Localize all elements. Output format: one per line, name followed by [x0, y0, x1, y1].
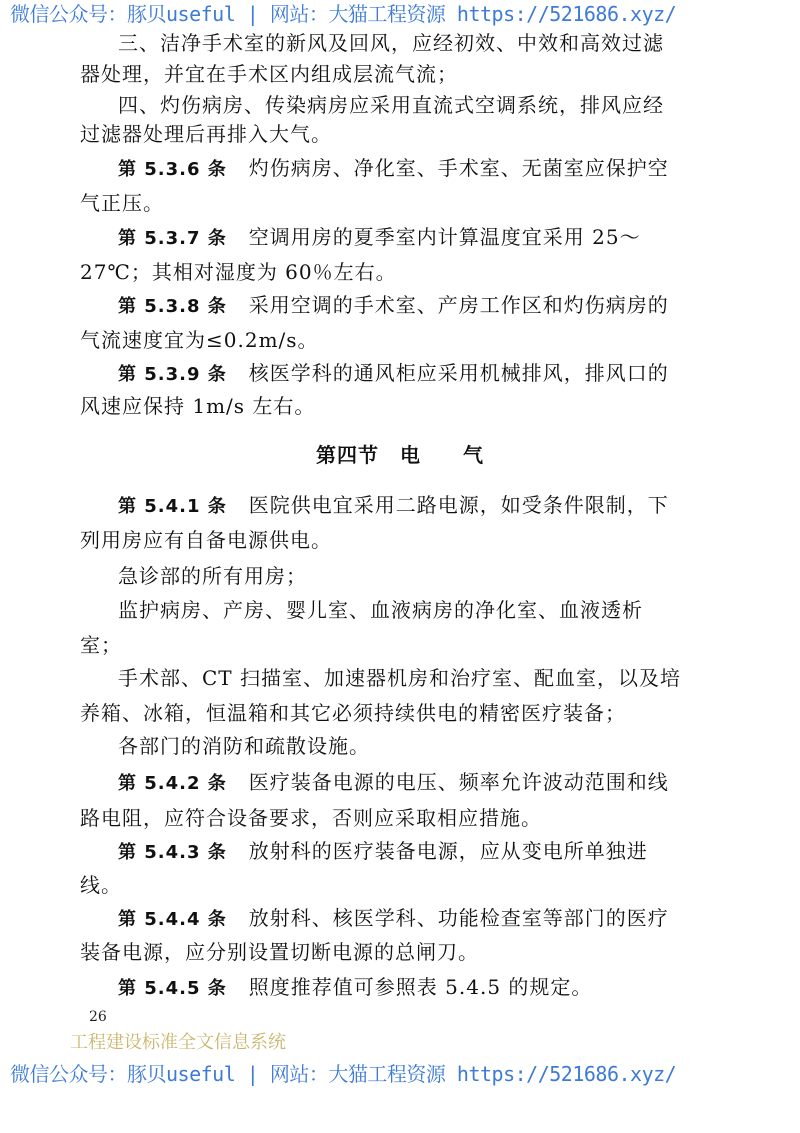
line-text: 三、洁净手术室的新风及回风，应经初效、中效和高效过滤	[118, 31, 664, 55]
line-text: 灼伤病房、净化室、手术室、无菌室应保护空	[248, 156, 669, 180]
line-text: 装备电源，应分别设置切断电源的总闸刀。	[80, 940, 479, 964]
text-line	[80, 393, 315, 419]
watermark-bottom: 微信公众号：豚贝useful | 网站：大猫工程资源 https://521686.xyz/	[10, 1062, 677, 1086]
line-text: 医疗装备电源的电压、频率允许波动范围和线	[248, 770, 669, 794]
line-text: 列用房应有自备电源供电。	[80, 528, 332, 552]
line-text: 手术部、CT 扫描室、加速器机房和治疗室、配血室，以及培	[118, 666, 681, 690]
line-text: 养箱、冰箱，恒温箱和其它必须持续供电的精密医疗装备；	[80, 701, 626, 725]
line-text: 医院供电宜采用二路电源，如受条件限制，下	[248, 493, 669, 517]
article-line	[118, 292, 669, 320]
line-text: 室；	[80, 633, 122, 657]
line-text: 气正压。	[80, 191, 164, 215]
article-line	[118, 769, 669, 797]
line-text: 各部门的消防和疏散设施。	[118, 734, 370, 758]
text-line	[80, 61, 458, 87]
article-line	[118, 838, 648, 866]
article-line	[118, 360, 669, 388]
footer-faint-text: 工程建设标准全文信息系统	[70, 1032, 286, 1053]
article-number: 第 5.4.4 条	[118, 909, 227, 930]
text-line	[118, 665, 681, 691]
text-line	[118, 733, 370, 759]
line-text: 照度推荐值可参照表 5.4.5 的规定。	[248, 975, 593, 999]
line-text: 核医学科的通风柜应采用机械排风，排风口的	[248, 361, 669, 385]
line-text: 四、灼伤病房、传染病房应采用直流式空调系统，排风应经	[118, 93, 664, 117]
text-line	[80, 872, 122, 898]
text-line	[118, 597, 643, 623]
line-text: 线。	[80, 873, 122, 897]
article-line	[118, 224, 641, 252]
line-text: 路电阻，应符合设备要求，否则应采取相应措施。	[80, 806, 542, 830]
article-number: 第 5.4.2 条	[118, 773, 227, 794]
article-number: 第 5.3.8 条	[118, 296, 227, 317]
article-number: 第 5.4.3 条	[118, 842, 227, 863]
text-line	[80, 190, 164, 216]
text-line	[80, 632, 122, 658]
text-line	[118, 30, 664, 56]
line-text: 空调用房的夏季室内计算温度宜采用 25～	[248, 225, 641, 249]
article-line	[118, 492, 669, 520]
article-number: 第 5.3.6 条	[118, 159, 227, 180]
text-line	[80, 121, 332, 147]
line-text: 气流速度宜为≤0.2m/s。	[80, 328, 319, 352]
line-text: 急诊部的所有用房；	[118, 564, 307, 588]
article-number: 第 5.3.9 条	[118, 364, 227, 385]
line-text: 过滤器处理后再排入大气。	[80, 122, 332, 146]
page-number: 26	[89, 1009, 107, 1025]
article-number: 第 5.3.7 条	[118, 228, 227, 249]
section-heading: 第四节 电 气	[316, 443, 484, 467]
text-line	[80, 527, 332, 553]
text-line	[80, 700, 626, 726]
watermark-top: 微信公众号：豚贝useful | 网站：大猫工程资源 https://521686.xyz/	[10, 2, 677, 26]
text-line	[80, 327, 319, 353]
article-number: 第 5.4.1 条	[118, 496, 227, 517]
article-line	[118, 974, 592, 1002]
article-line	[118, 905, 669, 933]
line-text: 放射科的医疗装备电源，应从变电所单独进	[248, 839, 648, 863]
line-text: 27℃；其相对湿度为 60％左右。	[80, 260, 397, 284]
text-line	[80, 805, 542, 831]
line-text: 风速应保持 1m/s 左右。	[80, 394, 316, 418]
article-line	[118, 155, 669, 183]
line-text: 采用空调的手术室、产房工作区和灼伤病房的	[248, 293, 669, 317]
line-text: 器处理，并宜在手术区内组成层流气流；	[80, 62, 458, 86]
text-line	[80, 259, 397, 285]
text-line	[118, 563, 307, 589]
text-line	[118, 92, 664, 118]
article-number: 第 5.4.5 条	[118, 978, 227, 999]
line-text: 监护病房、产房、婴儿室、血液病房的净化室、血液透析	[118, 598, 643, 622]
text-line	[80, 939, 479, 965]
line-text: 放射科、核医学科、功能检查室等部门的医疗	[248, 906, 669, 930]
